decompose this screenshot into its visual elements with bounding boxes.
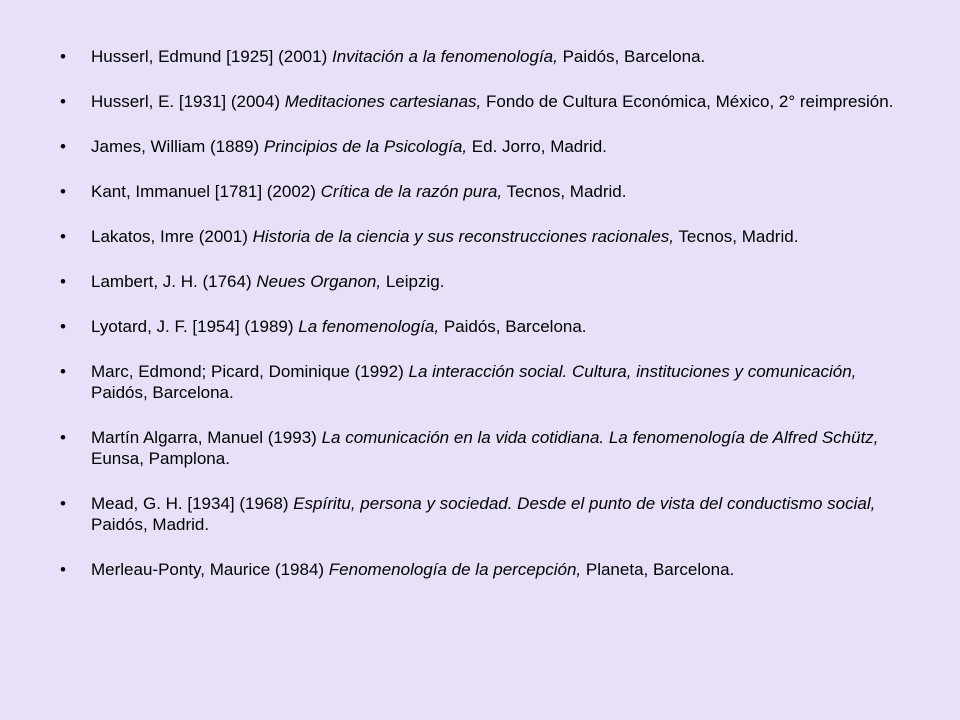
reference-publisher: Paidós, Barcelona.: [557, 47, 706, 66]
reference-author-year: Kant, Immanuel [1781] (2002): [91, 182, 321, 201]
reference-title: La comunicación en la vida cotidiana. La fenomenología de Alfred Schütz,: [321, 428, 879, 447]
reference-publisher: Eunsa, Pamplona.: [91, 449, 230, 468]
reference-item: [60, 271, 900, 292]
reference-item: [60, 427, 900, 469]
reference-author-year: Husserl, Edmund [1925] (2001): [91, 47, 332, 66]
reference-publisher: Paidós, Barcelona.: [91, 383, 234, 402]
reference-publisher: Tecnos, Madrid.: [674, 227, 799, 246]
reference-title: Espíritu, persona y sociedad. Desde el punto de vista del conductismo social,: [293, 494, 876, 513]
reference-item: [60, 226, 900, 247]
reference-item: [60, 91, 900, 112]
reference-item: [60, 493, 900, 535]
reference-author-year: Mead, G. H. [1934] (1968): [91, 494, 294, 513]
reference-title: Historia de la ciencia y sus reconstrucciones racionales,: [252, 227, 674, 246]
reference-publisher: Tecnos, Madrid.: [502, 182, 627, 201]
reference-title: Meditaciones cartesianas,: [284, 92, 482, 111]
reference-publisher: Leipzig.: [381, 272, 445, 291]
reference-publisher: Planeta, Barcelona.: [581, 560, 735, 579]
reference-author-year: Lyotard, J. F. [1954] (1989): [91, 317, 299, 336]
reference-publisher: Ed. Jorro, Madrid.: [467, 137, 607, 156]
reference-item: [60, 559, 900, 580]
reference-publisher: Fondo de Cultura Económica, México, 2° reimpresión.: [481, 92, 894, 111]
reference-author-year: Lambert, J. H. (1764): [91, 272, 257, 291]
reference-author-year: Martín Algarra, Manuel (1993): [91, 428, 322, 447]
reference-item: [60, 136, 900, 157]
reference-publisher: Paidós, Madrid.: [91, 515, 210, 534]
reference-author-year: Husserl, E. [1931] (2004): [91, 92, 285, 111]
reference-title: Invitación a la fenomenología,: [331, 47, 558, 66]
reference-item: [60, 361, 900, 403]
reference-author-year: Marc, Edmond; Picard, Dominique (1992): [91, 362, 409, 381]
reference-publisher: Paidós, Barcelona.: [439, 317, 587, 336]
reference-title: Crítica de la razón pura,: [320, 182, 503, 201]
reference-title: Neues Organon,: [256, 272, 382, 291]
reference-author-year: Lakatos, Imre (2001): [91, 227, 253, 246]
reference-title: La fenomenología,: [298, 317, 440, 336]
reference-item: [60, 316, 900, 337]
reference-title: Fenomenología de la percepción,: [328, 560, 582, 579]
reference-author-year: Merleau-Ponty, Maurice (1984): [91, 560, 329, 579]
reference-item: [60, 46, 900, 67]
reference-title: Principios de la Psicología,: [263, 137, 468, 156]
reference-title: La interacción social. Cultura, instituciones y comunicación,: [408, 362, 857, 381]
reference-list: [60, 46, 900, 580]
reference-author-year: James, William (1889): [91, 137, 264, 156]
reference-item: [60, 181, 900, 202]
